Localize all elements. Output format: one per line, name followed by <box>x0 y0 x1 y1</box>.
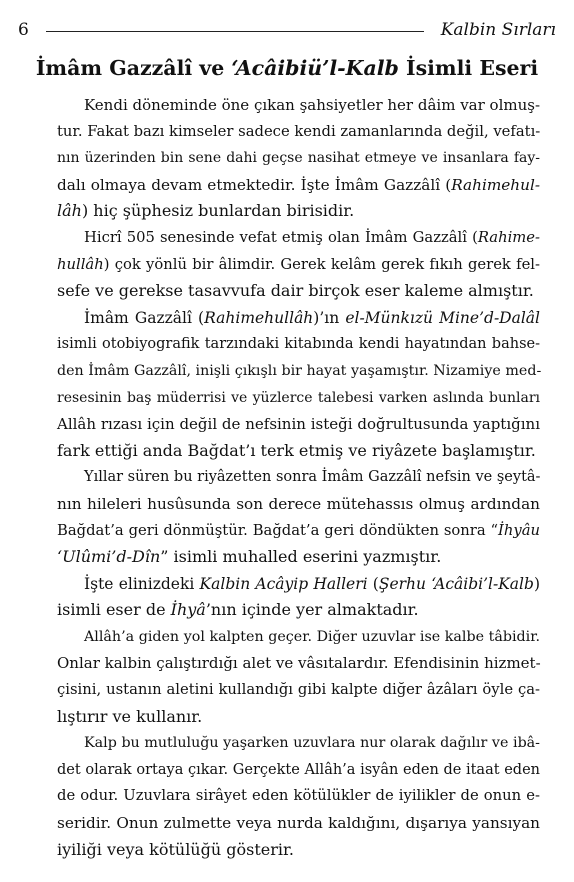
text-line <box>57 810 540 837</box>
text-line <box>57 464 540 491</box>
text-line <box>57 438 540 465</box>
text-line <box>57 730 540 757</box>
text-line <box>57 677 540 704</box>
text-segment: ’nın içinde yer almaktadır. <box>205 600 419 620</box>
text-segment: fark ettiği anda Bağdat’ı terk etmiş ve riyâzete başlamıştır. <box>57 440 536 460</box>
text-segment: Bağdat’a geri dönmüştür. Bağdat’a geri döndükten sonra “ <box>57 521 499 539</box>
text-segment: )’ın <box>313 308 346 327</box>
title-pre: İmâm Gazzâlî ve <box>35 56 232 80</box>
text-segment: de odur. Uzuvlara sirâyet eden kötülükler de iyilikler de onun e- <box>57 787 540 805</box>
text-line <box>57 172 540 199</box>
text-segment: Allâh’a giden yol kalpten geçer. Diğer uzuvlar ise kalbe tâbidir. <box>84 628 540 645</box>
text-line <box>57 252 540 279</box>
running-header <box>18 20 556 42</box>
italic-text: lâh <box>57 201 82 221</box>
text-segment: sefe ve gerekse tasavvufa dair birçok eser kaleme almıştır. <box>57 281 534 301</box>
text-segment: ” isimli muhalled eserini yazmıştır. <box>160 547 442 567</box>
italic-text: Rahime- <box>477 228 540 246</box>
text-line <box>57 278 540 305</box>
section-title <box>0 56 574 80</box>
text-segment: tur. Fakat bazı kimseler sadece kendi zamanlarında değil, vefatı- <box>57 122 541 140</box>
text-line <box>57 597 540 624</box>
title-book-name: ‘Acâibiü’l-Kalb <box>231 56 399 80</box>
text-line <box>57 518 540 545</box>
page-number: 6 <box>18 20 29 40</box>
text-segment: det olarak ortaya çıkar. Gerçekte Allâh’a isyân eden de itaat eden <box>57 761 540 778</box>
text-segment: Yıllar süren bu riyâzetten sonra İmâm Gazzâlî nefsin ve şeytâ- <box>84 469 541 486</box>
text-segment: nın hileleri husûsunda son derece mütehassıs olmuş ardından <box>57 494 540 513</box>
italic-text: ‘Ulûmi’d-Dîn <box>57 547 161 567</box>
text-segment: dalı olmaya devam etmektedir. İşte İmâm Gazzâlî ( <box>57 175 452 194</box>
italic-text: hullâh <box>57 255 104 273</box>
text-segment: nın üzerinden bin sene dahi geçse nasihat etmeye ve insanlara fay- <box>57 150 540 167</box>
text-segment: iyiliği veya kötülüğü gösterir. <box>57 839 294 859</box>
text-line <box>57 544 540 571</box>
text-line <box>57 624 540 651</box>
text-segment: isimli otobiyografik tarzındaki kitabında kendi hayatından bahse- <box>57 336 540 353</box>
text-segment: çisini, ustanın aletini kullandığı gibi kalpte diğer âzâları öyle ça- <box>57 681 540 699</box>
running-title: Kalbin Sırları <box>440 20 556 40</box>
text-segment: İmâm Gazzâlî ( <box>84 308 205 327</box>
italic-text: İhyâu <box>498 521 540 539</box>
italic-text: Rahimehul- <box>451 175 540 194</box>
text-line <box>57 225 540 252</box>
text-segment: Kendi döneminde öne çıkan şahsiyetler her dâim var olmuş- <box>84 96 541 114</box>
italic-text: İhyâ <box>170 600 206 620</box>
text-line <box>57 145 540 172</box>
text-line <box>57 92 540 119</box>
text-segment: Onlar kalbin çalıştırdığı alet ve vâsıtalardır. Efendisinin hizmet- <box>57 654 541 673</box>
text-segment: Kalp bu mutluluğu yaşarken uzuvlara nur olarak dağılır ve ibâ- <box>84 735 540 752</box>
text-segment: seridir. Onun zulmette veya nurda kaldığını, dışarıya yansıyan <box>57 814 540 833</box>
text-line <box>57 305 540 332</box>
title-post: İsimli Eseri <box>398 56 539 80</box>
text-line <box>57 385 540 412</box>
text-segment: ) hiç şüphesiz bunlardan birisidir. <box>81 201 355 221</box>
text-line <box>57 119 540 146</box>
text-segment: İşte elinizdeki <box>84 574 200 593</box>
text-segment: ) çok yönlü bir âlimdir. Gerek kelâm gerek fıkıh gerek fel- <box>103 255 540 273</box>
italic-text: el-Münkızü Mine’d-Dalâl <box>345 308 540 327</box>
text-line <box>57 358 540 385</box>
text-segment: ) <box>533 574 540 593</box>
text-line <box>57 491 540 518</box>
header-rule <box>46 31 424 32</box>
text-segment: resesinin baş müderrisi ve yüzlerce talebesi varken aslında bunları <box>57 389 540 406</box>
italic-text: Rahimehullâh <box>204 308 314 327</box>
text-segment: isimli eser de <box>57 600 171 620</box>
text-segment: Allâh rızası için değil de nefsinin isteği doğrultusunda yaptığını <box>57 415 540 434</box>
text-line <box>57 783 540 810</box>
text-line <box>57 331 540 358</box>
text-segment: den İmâm Gazzâlî, inişli çıkışlı bir hayat yaşamıştır. Nizamiye med- <box>57 362 542 379</box>
text-segment: ( <box>367 574 379 593</box>
text-line <box>57 571 540 598</box>
text-line <box>57 411 540 438</box>
text-segment: lıştırır ve kullanır. <box>57 706 203 726</box>
text-line <box>57 837 540 864</box>
italic-text: Kalbin Acâyip Halleri <box>199 574 368 593</box>
body-text <box>57 92 540 863</box>
text-line <box>57 704 540 731</box>
text-line <box>57 650 540 677</box>
text-line <box>57 198 540 225</box>
text-line <box>57 757 540 784</box>
italic-text: Şerhu ‘Acâibi’l-Kalb <box>378 574 534 593</box>
text-segment: Hicrî 505 senesinde vefat etmiş olan İmâm Gazzâlî ( <box>84 228 478 246</box>
